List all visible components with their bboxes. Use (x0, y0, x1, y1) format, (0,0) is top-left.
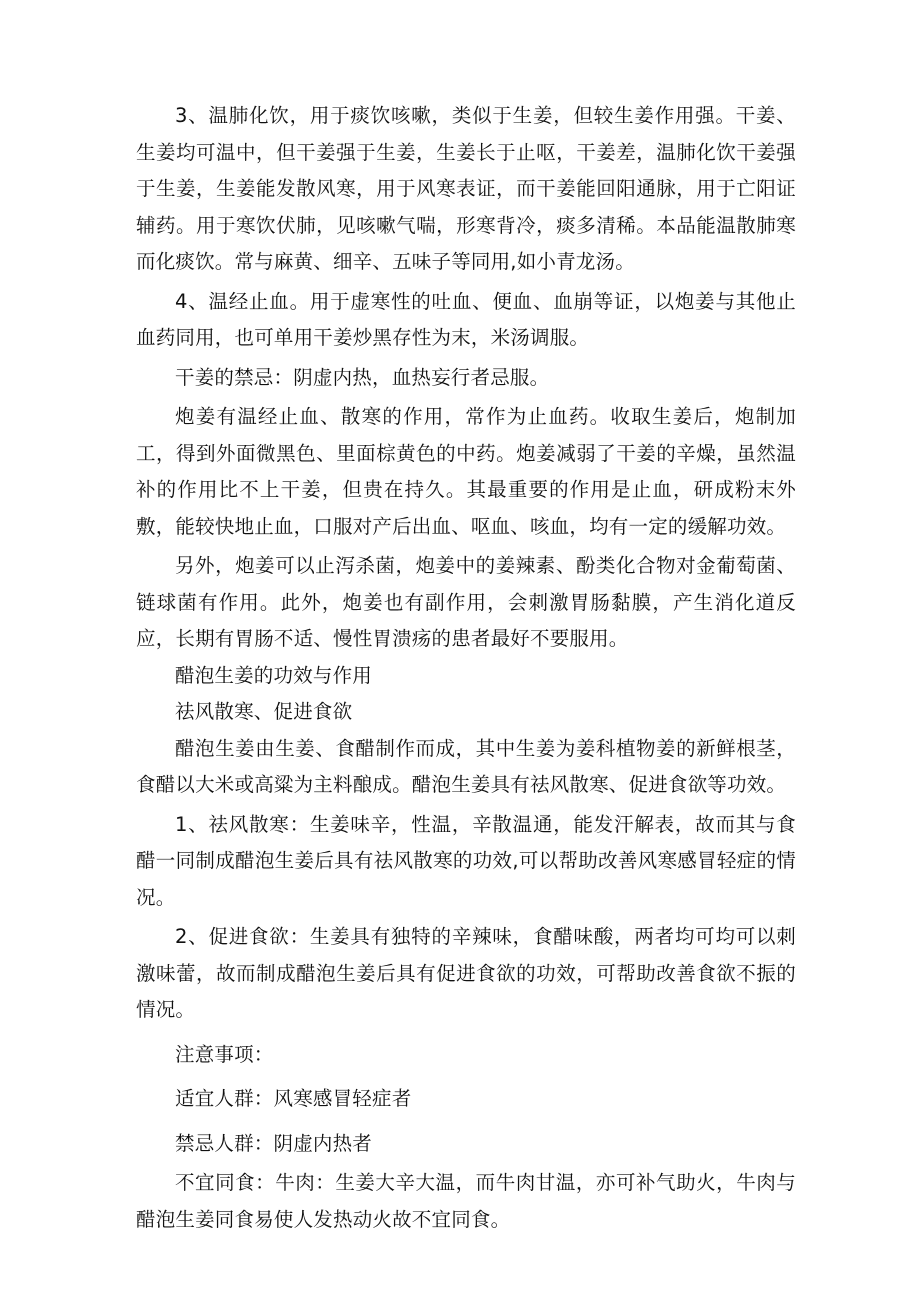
paragraph-roasted-ginger-side-effects: 另外，炮姜可以止泻杀菌，炮姜中的姜辣素、酚类化合物对金葡萄菌、链球菌有作用。此外，炮姜也有副作用，会刺激胃肠黏膜，产生消化道反应，长期有胃肠不适、慢性胃溃疡的患者最好不要服用。 (136, 554, 796, 650)
paragraph-promote-appetite: 2、促进食欲：生姜具有独特的辛辣味，食醋味酸，两者均可均可以刺激味蕾，故而制成醋泡生姜后具有促进食欲的功效，可帮助改善食欲不振的情况。 (136, 925, 796, 1021)
paragraph-dried-ginger-contraindication: 干姜的禁忌：阴虚内热，血热妄行者忌服。 (175, 365, 550, 389)
section-subheading: 祛风散寒、促进食欲 (175, 700, 353, 723)
paragraph-vinegar-ginger-intro: 醋泡生姜由生姜、食醋制作而成，其中生姜为姜科植物姜的新鲜根茎，食醋以大米或高粱为主料酿成。醋泡生姜具有祛风散寒、促进食欲等功效。 (136, 736, 796, 796)
paragraph-roasted-ginger: 炮姜有温经止血、散寒的作用，常作为止血药。收取生姜后，炮制加工，得到外面微黑色、里面棕黄色的中药。炮姜减弱了干姜的辛燥，虽然温补的作用比不上干姜，但贵在持久。其最重要的作用是止血，研成粉末外敷，能较快地止血，口服对产后出血、呕血、咳血，均有一定的缓解功效。 (136, 405, 796, 538)
paragraph-dispel-wind-cold: 1、祛风散寒：生姜味辛，性温，辛散温通，能发汗解表，故而其与食醋一同制成醋泡生姜后具有祛风散寒的功效,可以帮助改善风寒感冒轻症的情况。 (136, 812, 796, 909)
paragraph-warm-meridian: 4、温经止血。用于虚寒性的吐血、便血、血崩等证，以炮姜与其他止血药同用，也可单用干姜炒黑存性为末，米汤调服。 (136, 289, 796, 349)
paragraph-suitable-people: 适宜人群：风寒感冒轻症者 (175, 1087, 412, 1110)
paragraph-precautions: 注意事项： (175, 1042, 274, 1066)
document-body (136, 98, 796, 1238)
section-heading-vinegar-ginger: 醋泡生姜的功效与作用 (175, 663, 373, 687)
paragraph-contraindicated-people: 禁忌人群：阴虚内热者 (175, 1131, 373, 1155)
paragraph-warm-lung: 3、温肺化饮，用于痰饮咳嗽，类似于生姜，但较生姜作用强。干姜、生姜均可温中，但干姜强于生姜，生姜长于止呕，干姜差，温肺化饮干姜强于生姜，生姜能发散风寒，用于风寒表证，而干姜能回阳通脉，用于亡阳证辅药。用于寒饮伏肺，见咳嗽气喘，形寒背冷，痰多清稀。本品能温散肺寒而化痰饮。常与麻黄、细辛、五味子等同用,如小青龙汤。 (136, 104, 796, 273)
paragraph-food-incompatibility: 不宜同食：牛肉：生姜大辛大温，而牛肉甘温，亦可补气助火，牛肉与醋泡生姜同食易使人发热动火故不宜同食。 (136, 1171, 796, 1231)
